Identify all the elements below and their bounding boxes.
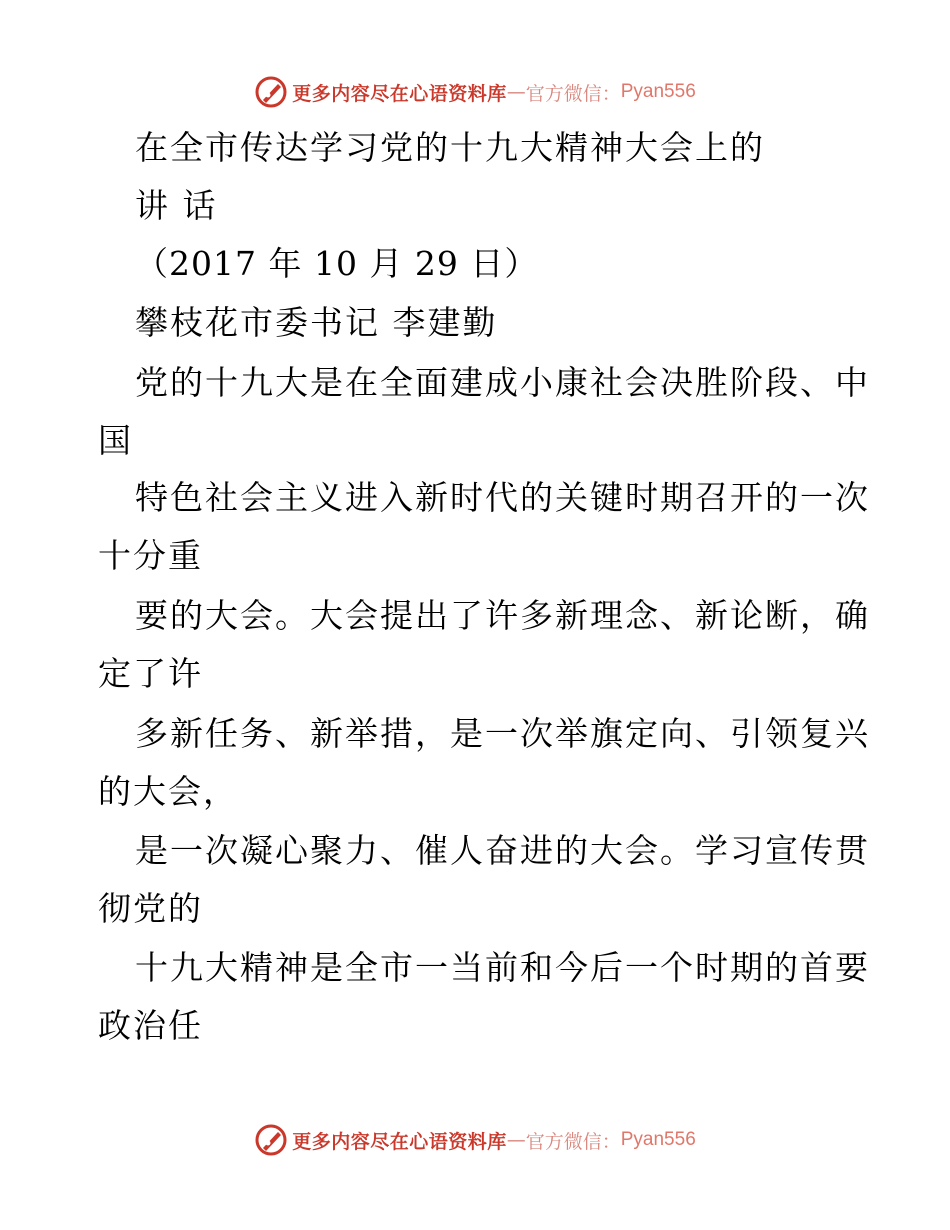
watermark-main-text: 更多内容尽在心语资料库 xyxy=(292,1130,507,1153)
watermark-main-text: 更多内容尽在心语资料库 xyxy=(292,82,507,105)
watermark-wechat-id: Pyan556 xyxy=(620,81,696,102)
watermark-wechat-id: Pyan556 xyxy=(620,1129,696,1150)
body-line: 党的十九大是在全面建成小康社会决胜阶段、中 xyxy=(135,363,870,402)
doc-title-line2: 讲 话 xyxy=(135,186,218,225)
body-line: 的大会， xyxy=(98,772,238,811)
watermark-footer xyxy=(0,1120,950,1160)
body-line: 要的大会。大会提出了许多新理念、新论断，确 xyxy=(135,596,870,635)
doc-date: （2017 年 10 月 29 日） xyxy=(135,244,539,283)
watermark-dash: — xyxy=(506,1129,526,1151)
body-line: 多新任务、新举措，是一次举旗定向、引领复兴 xyxy=(135,714,870,753)
body-line: 定了许 xyxy=(98,654,203,693)
body-line: 十分重 xyxy=(98,536,203,575)
doc-author: 攀枝花市委书记 李建勤 xyxy=(135,303,498,342)
watermark-sub-text: 官方微信： xyxy=(525,1130,621,1153)
watermark-sub-text: 官方微信： xyxy=(525,82,621,105)
body-line: 是一次凝心聚力、催人奋进的大会。学习宣传贯 xyxy=(135,831,870,870)
body-line: 国 xyxy=(98,421,133,460)
pen-logo-icon xyxy=(254,75,288,109)
doc-title-line1: 在全市传达学习党的十九大精神大会上的 xyxy=(135,128,765,167)
body-line: 特色社会主义进入新时代的关键时期召开的一次 xyxy=(135,478,870,517)
body-line: 政治任 xyxy=(98,1006,203,1045)
watermark-header xyxy=(0,72,950,112)
watermark-dash: — xyxy=(506,81,526,103)
body-line: 十九大精神是全市一当前和今后一个时期的首要 xyxy=(135,948,870,987)
body-line: 彻党的 xyxy=(98,889,203,928)
pen-logo-icon xyxy=(254,1123,288,1157)
